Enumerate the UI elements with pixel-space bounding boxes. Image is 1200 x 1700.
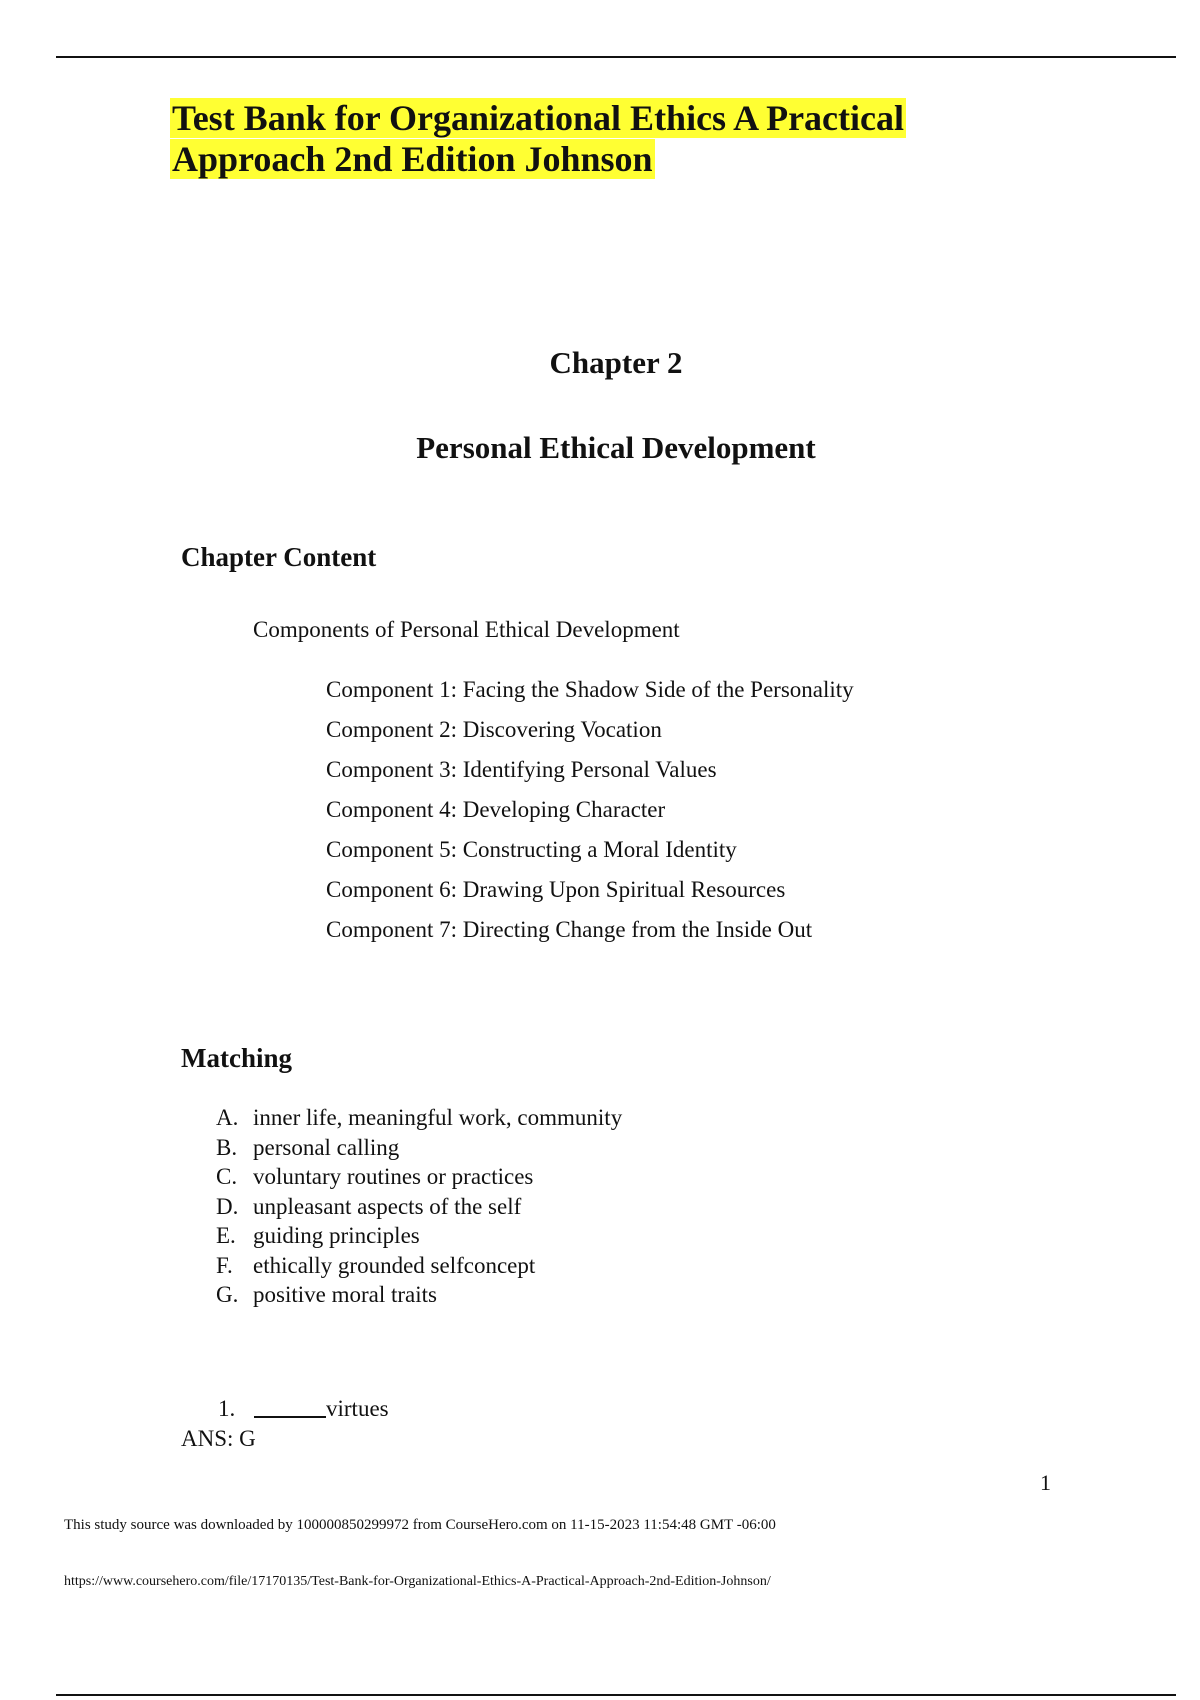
matching-choice [216,1280,622,1310]
choice-letter: C. [216,1164,238,1189]
component-item: Component 3: Identifying Personal Values [326,757,717,782]
choice-letter: F. [216,1252,233,1278]
question-text: virtues [326,1396,389,1421]
matching-question [218,1394,389,1424]
download-source-line: This study source was downloaded by 100000850299972 from CourseHero.com on 11-15-2023 11:54:48 GMT -06:00 [64,1517,776,1533]
chapter-number: Chapter 2 [549,345,683,380]
choice-letter: B. [216,1134,238,1160]
choice-text: guiding principles [253,1223,420,1248]
matching-choice [216,1133,622,1163]
answer-blank [254,1394,326,1418]
question-answer: ANS: G [181,1426,256,1451]
component-item: Component 6: Drawing Upon Spiritual Resources [326,877,786,902]
chapter-content-heading: Chapter Content [181,542,377,572]
choice-text: personal calling [253,1134,400,1160]
chapter-title: Personal Ethical Development [416,430,816,465]
choice-letter: D. [216,1193,239,1219]
matching-heading: Matching [181,1043,292,1073]
question-number: 1. [218,1396,236,1421]
page-number: 1 [1040,1470,1051,1495]
component-item: Component 5: Constructing a Moral Identity [326,837,737,862]
top-rule [56,56,1176,58]
choice-text: voluntary routines or practices [253,1164,534,1189]
component-item: Component 2: Discovering Vocation [326,717,662,742]
choice-text: inner life, meaningful work, community [253,1105,623,1130]
component-item: Component 1: Facing the Shadow Side of the Personality [326,677,854,702]
component-item: Component 4: Developing Character [326,797,666,822]
matching-choices [216,1103,622,1310]
document-title [170,98,930,180]
matching-choice [216,1103,622,1133]
source-url[interactable]: https://www.coursehero.com/file/17170135/Test-Bank-for-Organizational-Ethics-A-Practical-Approach-2nd-Edition-Johnson/ [64,1574,771,1589]
matching-choice [216,1251,622,1281]
choice-text: unpleasant aspects of the self [253,1193,522,1219]
bottom-rule [56,1694,1176,1696]
component-item: Component 7: Directing Change from the Inside Out [326,917,813,942]
choice-text: ethically grounded selfconcept [253,1252,536,1278]
choice-letter: G. [216,1282,239,1307]
title-highlight: Test Bank for Organizational Ethics A Practical Approach 2nd Edition Johnson [172,98,905,179]
choice-text: positive moral traits [253,1282,437,1307]
choice-letter: A. [216,1105,239,1130]
choice-letter: E. [216,1223,236,1248]
matching-choice [216,1192,622,1222]
matching-choice [216,1221,622,1251]
chapter-content-subheading: Components of Personal Ethical Development [253,617,680,642]
component-list [326,670,854,950]
matching-choice [216,1162,622,1192]
